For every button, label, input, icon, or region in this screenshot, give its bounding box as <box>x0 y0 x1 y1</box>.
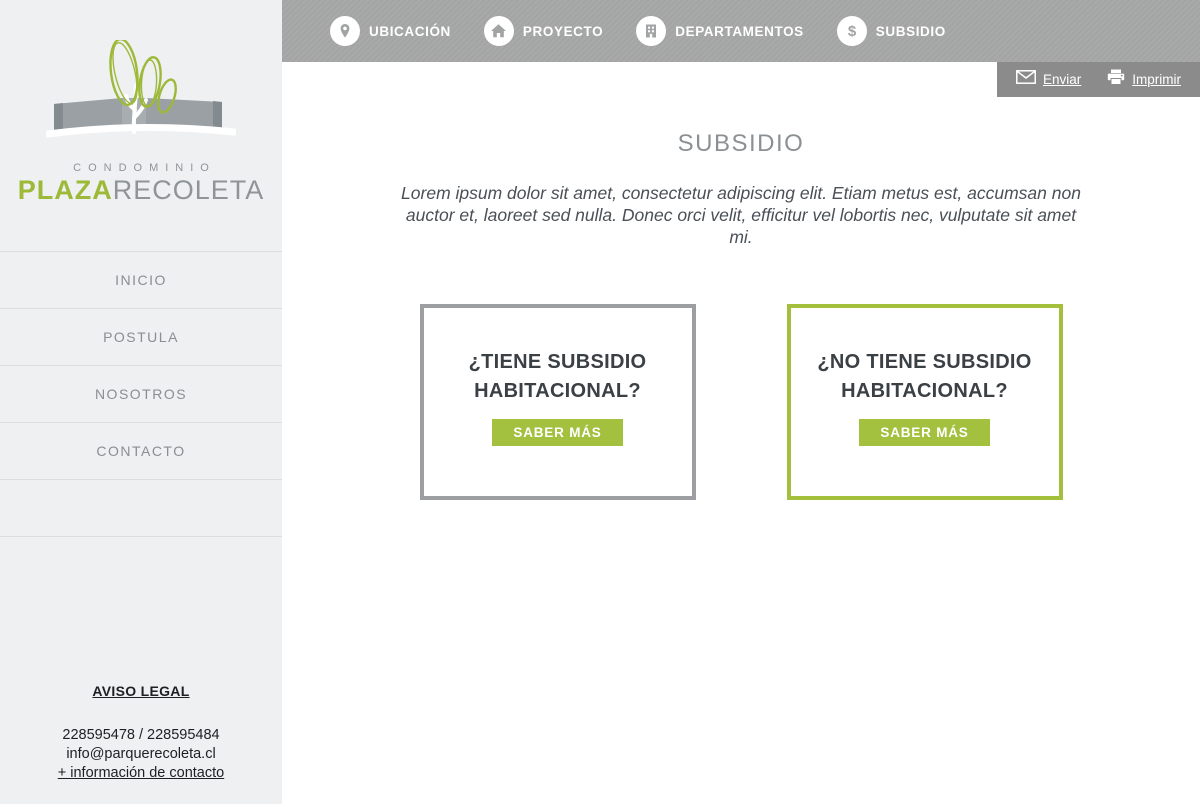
sidebar-item-label: INICIO <box>115 272 167 288</box>
sidebar-menu <box>0 251 282 537</box>
location-pin-icon <box>330 16 360 46</box>
nav-label: SUBSIDIO <box>875 23 946 39</box>
card-question: ¿NO TIENE SUBSIDIO HABITACIONAL? <box>817 351 1032 402</box>
sidebar-item-nosotros[interactable] <box>0 365 282 422</box>
page-content <box>282 62 1200 500</box>
nav-item-subsidio[interactable] <box>837 16 946 46</box>
logo-recoleta-text: RECOLETA <box>112 175 265 205</box>
sidebar-item-empty <box>0 479 282 536</box>
card-question: ¿TIENE SUBSIDIO HABITACIONAL? <box>468 351 647 402</box>
sidebar-item-label: CONTACTO <box>96 443 186 459</box>
main-area <box>282 0 1200 804</box>
sidebar-item-label: POSTULA <box>103 329 179 345</box>
more-contact-link[interactable]: + información de contacto <box>57 765 225 781</box>
sidebar-item-inicio[interactable] <box>0 251 282 308</box>
logo-trees-buildings-image <box>46 40 236 158</box>
logo[interactable] <box>0 40 282 206</box>
nav-item-ubicacion[interactable] <box>330 16 451 46</box>
send-label: Enviar <box>1042 72 1082 87</box>
home-icon <box>484 16 514 46</box>
sidebar-item-label: NOSOTROS <box>94 386 188 402</box>
nav-label: UBICACIÓN <box>369 23 451 39</box>
nav-label: DEPARTAMENTOS <box>675 23 804 39</box>
sidebar <box>0 0 282 804</box>
footer-email: info@parquerecoleta.cl <box>66 746 216 762</box>
logo-plaza-text: PLAZA <box>17 175 113 205</box>
contact-info <box>0 726 282 783</box>
card-no-tiene-subsidio <box>787 304 1063 500</box>
page-title: SUBSIDIO <box>677 130 805 157</box>
saber-mas-button[interactable]: SABER MÁS <box>492 419 623 446</box>
logo-condominio-text: CONDOMINIO <box>73 162 216 174</box>
svg-text:$: $ <box>847 23 856 40</box>
building-icon <box>636 16 666 46</box>
nav-label: PROYECTO <box>522 23 604 39</box>
nav-item-departamentos[interactable] <box>636 16 804 46</box>
sidebar-item-postula[interactable] <box>0 308 282 365</box>
footer-phones: 228595478 / 228595484 <box>62 727 220 743</box>
print-label: Imprimir <box>1132 72 1181 87</box>
subsidio-cards <box>282 304 1200 500</box>
dollar-icon <box>837 16 867 46</box>
sidebar-footer <box>0 683 282 783</box>
nav-item-proyecto[interactable] <box>484 16 603 46</box>
saber-mas-button[interactable]: SABER MÁS <box>859 419 990 446</box>
top-navigation <box>282 0 1200 62</box>
intro-paragraph: Lorem ipsum dolor sit amet, consectetur adipiscing elit. Etiam metus est, accumsan non auctor et, laoreet sed nulla. Donec orci velit, efficitur vel lobortis nec, vulputate sit amet mi. <box>401 183 1081 247</box>
sidebar-item-contacto[interactable] <box>0 422 282 479</box>
card-tiene-subsidio <box>420 304 696 500</box>
aviso-legal-link[interactable]: AVISO LEGAL <box>92 683 190 699</box>
logo-name-text <box>0 175 282 206</box>
